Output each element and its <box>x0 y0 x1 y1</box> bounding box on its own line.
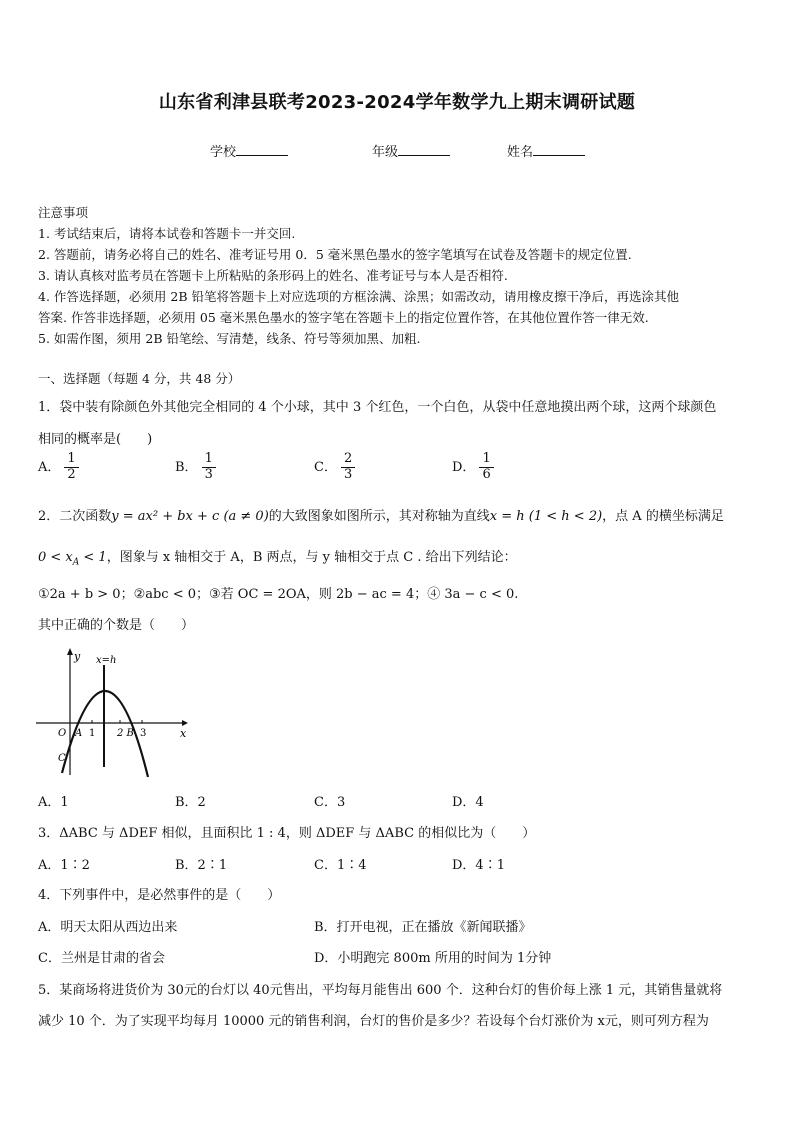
page-title: 山东省利津县联考2023-2024学年数学九上期末调研试题 <box>158 92 636 113</box>
note-item: 1. 考试结束后，请将本试卷和答题卡一并交回. <box>38 226 296 241</box>
q1-option-d[interactable]: D． $\frac{1}{6}$ <box>452 452 494 483</box>
q2-option-c[interactable]: C．3 <box>314 795 346 810</box>
q3-option-d[interactable]: D．4∶1 <box>452 858 505 873</box>
q5-text-line1: 5．某商场将进货价为 30元的台灯以 40元售出，平均每月能售出 600 个．这种台灯的售价每上涨 1 元，其销售量就将 <box>38 983 723 998</box>
y-axis-arrow <box>67 648 73 655</box>
q2-option-a[interactable]: A．1 <box>38 795 69 810</box>
x-axis-arrow <box>182 720 188 726</box>
parabola-graph <box>34 645 194 777</box>
tick-3-label: 3 <box>140 728 147 739</box>
tick-2-b-label: 2 B <box>117 728 134 739</box>
q4-option-d[interactable]: D．小明跑完 800m 所用的时间为 1分钟 <box>314 951 552 966</box>
q2-text-line1: 2．二次函数y = ax² + bx + c (a ≠ 0)的大致图象如图所示，其对称轴为直线x = h (1 < h < 2)，点 A 的横坐标满足 <box>38 509 724 524</box>
note-item: 答案. 作答非选择题，必须用 05 毫米黑色墨水的签字笔在答题卡上的指定位置作答，在其他位置作答一律无效. <box>38 310 649 325</box>
note-item: 2. 答题前，请务必将自己的姓名、准考证号用 0．5 毫米黑色墨水的签字笔填写在试卷及答题卡的规定位置. <box>38 247 632 262</box>
origin-label: O <box>58 728 67 739</box>
q3-option-b[interactable]: B．2∶1 <box>175 858 228 873</box>
y-axis-label: y <box>74 650 81 663</box>
q3-option-a[interactable]: A．1∶2 <box>38 858 90 873</box>
q3-text: 3．ΔABC 与 ΔDEF 相似，且面积比 1 : 4，则 ΔDEF 与 ΔABC 的相似比为（ ） <box>38 826 536 841</box>
q1-text-line1: 1．袋中装有除颜色外其他完全相同的 4 个小球，其中 3 个红色，一个白色，从袋中任意地摸出两个球，这两个球颜色 <box>38 400 717 415</box>
grade-label: 年级 <box>372 145 399 160</box>
note-item: 5. 如需作图，须用 2B 铅笔绘、写清楚，线条、符号等须加黑、加粗. <box>38 331 421 346</box>
q2-option-d[interactable]: D．4 <box>452 795 484 810</box>
q2-function-expr: y = ax² + bx + c (a ≠ 0) <box>111 509 269 524</box>
q4-option-a[interactable]: A．明天太阳从西边出来 <box>38 920 178 935</box>
q2-text-line3: ①2a + b > 0；②abc < 0；③若 OC = 2OA，则 2b − ac = 4；④ 3a − c < 0. <box>38 587 519 602</box>
tick-1-label: 1 <box>89 728 96 739</box>
symmetry-axis-label: x=h <box>96 655 117 666</box>
name-blank[interactable] <box>533 143 585 156</box>
q1-option-b[interactable]: B． $\frac{1}{3}$ <box>175 452 216 483</box>
note-item: 4. 作答选择题，必须用 2B 铅笔将答题卡上对应选项的方框涂满、涂黑；如需改动，请用橡皮擦干净后，再选涂其他 <box>38 289 679 304</box>
notes-heading: 注意事项 <box>38 205 89 220</box>
q1-text-line2: 相同的概率是( ) <box>38 432 153 447</box>
grade-blank[interactable] <box>398 143 450 156</box>
q5-text-line2: 减少 10 个．为了实现平均每月 10000 元的销售利润，台灯的售价是多少？若设每个台灯涨价为 x元，则可列方程为 <box>38 1014 709 1029</box>
point-a-label: A <box>75 728 83 739</box>
q4-option-b[interactable]: B．打开电视，正在播放《新闻联播》 <box>314 920 532 935</box>
note-item: 3. 请认真核对监考员在答题卡上所粘贴的条形码上的姓名、准考证号与本人是否相符. <box>38 268 508 283</box>
x-axis-label: x <box>180 727 187 740</box>
school-blank[interactable] <box>236 143 288 156</box>
point-c-label: C <box>58 753 66 764</box>
school-label: 学校 <box>210 145 237 160</box>
q4-text: 4．下列事件中，是必然事件的是（ ） <box>38 888 281 903</box>
q1-option-a[interactable]: A． $\frac{1}{2}$ <box>38 452 79 483</box>
q4-option-c[interactable]: C．兰州是甘肃的省会 <box>38 951 165 966</box>
q2-text-line2: $0 < x_A < 1$，图象与 x 轴相交于 A，B 两点，与 y 轴相交于点 C . 给出下列结论： <box>38 550 517 568</box>
name-field[interactable] <box>507 141 585 160</box>
q2-axis-expr: x = h (1 < h < 2) <box>489 509 603 524</box>
q3-option-c[interactable]: C．1∶4 <box>314 858 367 873</box>
q2-text-line4: 其中正确的个数是（ ） <box>38 618 195 633</box>
q2-option-b[interactable]: B．2 <box>175 795 206 810</box>
grade-field[interactable] <box>372 141 450 160</box>
section-heading: 一、选择题（每题 4 分，共 48 分） <box>38 371 241 386</box>
school-field[interactable] <box>210 141 288 160</box>
name-label: 姓名 <box>507 145 534 160</box>
q1-option-c[interactable]: C． $\frac{2}{3}$ <box>314 452 355 483</box>
